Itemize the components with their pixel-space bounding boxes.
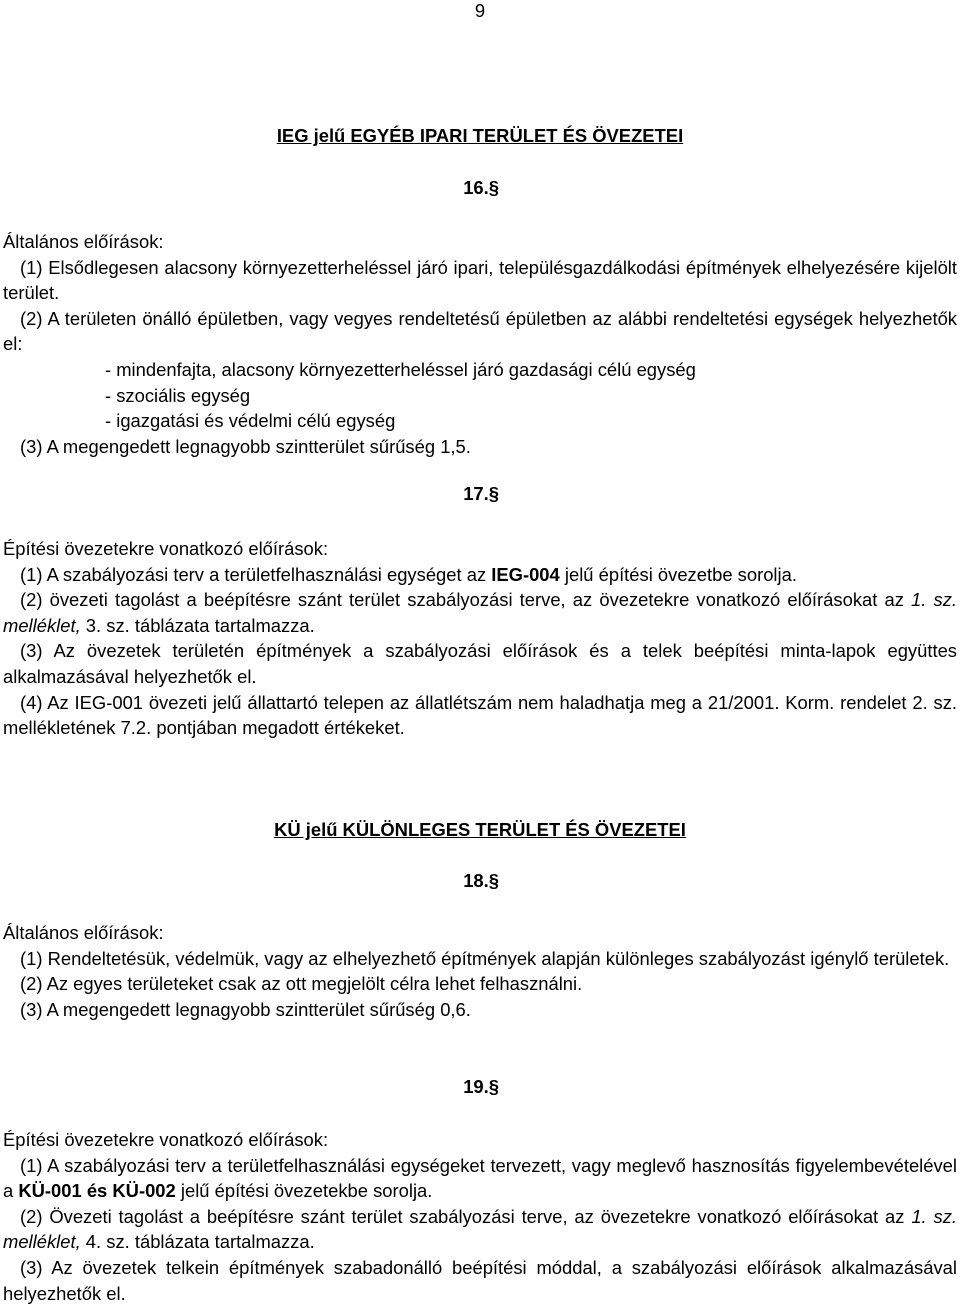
section-17-mark: 17.§: [463, 483, 499, 504]
section-16-mark: 16.§: [463, 177, 499, 198]
section-16-paragraph-1: (1) Elsődlegesen alacsony környezetterheléssel járó ipari, településgazdálkodási építmények elhelyezésére kijelölt terület.: [3, 256, 957, 304]
section-16-intro: Általános előírások:: [3, 231, 164, 252]
section-17-paragraph-1: (1) A szabályozási terv a területfelhasználási egységet az IEG-004 jelű építési övezetbe sorolja.: [20, 563, 797, 585]
section-16-paragraph-3: (3) A megengedett legnagyobb szintterület sűrűség 1,5.: [20, 435, 471, 457]
section-19-intro: Építési övezetekre vonatkozó előírások:: [3, 1129, 329, 1150]
ieg-heading: IEG jelű EGYÉB IPARI TERÜLET ÉS ÖVEZETEI: [276, 125, 684, 146]
section-19-mark: 19.§: [463, 1076, 499, 1097]
section-17-paragraph-2: (2) övezeti tagolást a beépítésre szánt terület szabályozási terve, az övezetekre vonatkozó előírásokat az 1. sz. melléklet, 3. sz. táblázata tartalmazza.: [3, 589, 957, 636]
section-16-list-item: - szociális egység: [105, 384, 251, 406]
section-18-paragraph-3: (3) A megengedett legnagyobb szintterület sűrűség 0,6.: [20, 998, 471, 1020]
section-18-body: [3, 920, 957, 1022]
section-19-paragraph-3: (3) Az övezetek telkein építmények szabadonálló beépítési móddal, a szabályozási előírások alkalmazásával helyezhetők el.: [3, 1256, 957, 1304]
section-18-mark: 18.§: [463, 870, 499, 891]
section-16-list-item: - igazgatási és védelmi célú egység: [105, 410, 396, 432]
section-18-paragraph-2: (2) Az egyes területeket csak az ott megjelölt célra lehet felhasználni.: [20, 973, 583, 995]
section-17-intro: Építési övezetekre vonatkozó előírások:: [3, 538, 329, 559]
ku-heading: KÜ jelű KÜLÖNLEGES TERÜLET ÉS ÖVEZETEI: [274, 819, 686, 840]
annex-reference: 1. sz. melléklet,: [3, 589, 957, 636]
section-19-paragraph-2: (2) Övezeti tagolást a beépítésre szánt terület szabályozási terve, az övezetekre vonatkozó előírásokat az 1. sz. melléklet, 4. sz. táblázata tartalmazza.: [3, 1205, 958, 1253]
section-19-body: [3, 1127, 957, 1306]
section-18-paragraph-1: (1) Rendeltetésük, védelmük, vagy az elhelyezhető építmények alapján különleges szabályozást igénylő területek.: [20, 947, 950, 969]
annex-reference: 1. sz. melléklet,: [3, 1205, 958, 1253]
page-number: 9: [474, 0, 486, 21]
zone-codes-ku: KÜ-001 és KÜ-002: [18, 1180, 176, 1202]
section-16-paragraph-2: (2) A területen önálló épületben, vagy vegyes rendeltetésű épületben az alábbi rendeltetési egységek helyezhetők el:: [3, 307, 957, 355]
section-17-paragraph-4: (4) Az IEG-001 övezeti jelű állattartó telepen az állatlétszám nem haladhatja meg a 21/2001. Korm. rendelet 2. sz. mellékletének 7.2. pontjában megadott értékeket.: [3, 691, 957, 739]
section-17-paragraph-3: (3) Az övezetek területén építmények a szabályozási előírások és a telek beépítési minta-lapok együttes alkalmazásával helyezhetők el.: [3, 640, 957, 687]
zone-code-ieg-004: IEG-004: [491, 563, 560, 585]
section-16-list-item: - mindenfajta, alacsony környezetterheléssel járó gazdasági célú egység: [105, 358, 696, 380]
section-19-paragraph-1: (1) A szabályozási terv a területfelhasználási egységeket tervezett, vagy meglevő hasznosítás figyelembevételével a KÜ-001 és KÜ-002 jelű építési övezetekbe sorolja.: [3, 1154, 957, 1202]
section-18-intro: Általános előírások:: [3, 922, 164, 943]
section-17-body: [3, 536, 957, 741]
section-16-body: [3, 229, 957, 459]
